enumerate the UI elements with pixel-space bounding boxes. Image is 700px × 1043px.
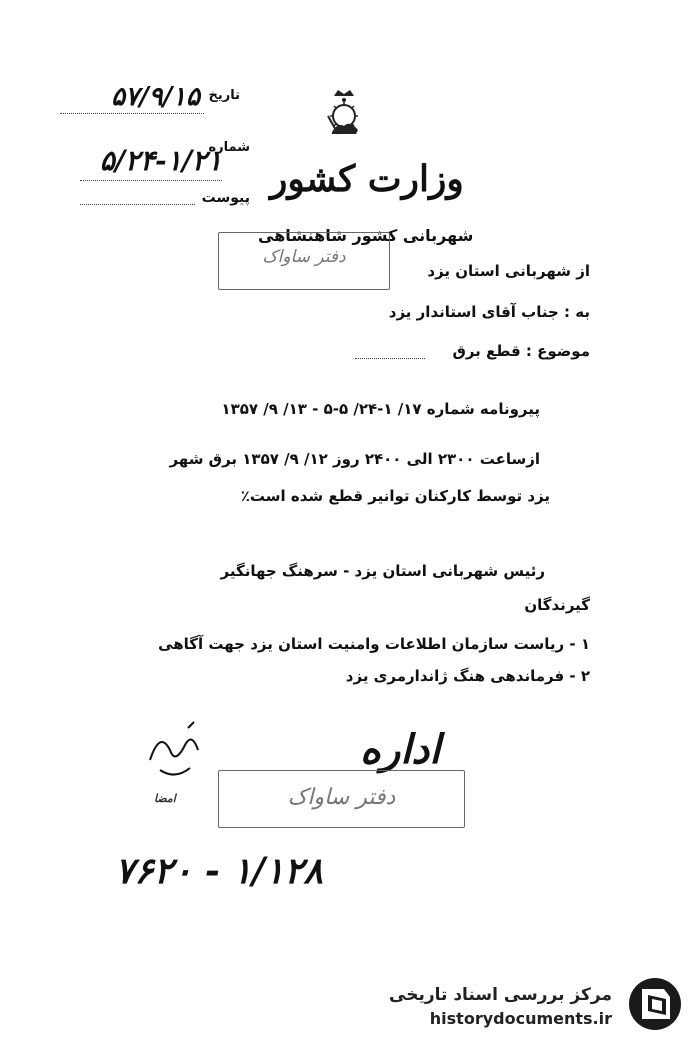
number-label: شماره xyxy=(208,140,250,155)
signature-scribble-icon xyxy=(140,720,210,790)
body-line-1: ازساعت ۲۳۰۰ الی ۲۴۰۰ روز ۱۲/ ۹/ ۱۳۵۷ برق شهر xyxy=(169,450,540,468)
footer-center-name: مرکز بررسی اسناد تاریخی xyxy=(389,985,612,1005)
reference-line: پیرونامه شماره ۱۷/ ۱-۲۴/ ۵-۵ - ۱۳/ ۹/ ۱۳۵۷ xyxy=(221,400,540,418)
top-stamp xyxy=(218,232,390,290)
body-line-2: یزد توسط کارکنان توانیر قطع شده است٪ xyxy=(240,487,550,505)
emblem xyxy=(318,86,370,138)
recipient-1: ۱ - ریاست سازمان اطلاعات وامنیت استان یزد جهت آگاهی xyxy=(158,635,590,653)
date-value: ۵۷/۹/۱۵ xyxy=(111,82,200,112)
handwritten-signature xyxy=(140,720,210,805)
date-block xyxy=(60,82,240,120)
top-stamp-text: دفتر ساواک xyxy=(262,247,346,267)
attachment-label: پیوست xyxy=(201,190,250,206)
attachment-block xyxy=(80,190,250,214)
number-value: ۵/۲۴-۱/۲۱ xyxy=(99,144,222,177)
from-line: از شهربانی استان یزد xyxy=(427,262,590,280)
bottom-stamp-text: دفتر ساواک xyxy=(287,785,396,810)
subject-line: موضوع : قطع برق xyxy=(452,342,590,360)
bottom-stamp xyxy=(218,770,465,828)
ministry-title: وزارت کشور xyxy=(270,158,464,200)
recipient-2: ۲ - فرماندهی هنگ ژاندارمری یزد xyxy=(345,667,590,685)
date-label: تاریخ xyxy=(208,88,240,103)
signature-line: رئیس شهربانی استان یزد - سرهنگ جهانگیر xyxy=(220,562,545,580)
bottom-handwritten-number: ۷۶۲۰ - ۱/۱۲۸ xyxy=(115,850,323,892)
handwritten-note: اداره xyxy=(360,726,441,773)
office-title: شهربانی کشور شاهنشاهی xyxy=(258,226,474,245)
footer-website: historydocuments.ir xyxy=(429,1009,612,1028)
document-archive-logo-icon xyxy=(626,975,684,1033)
footer-watermark xyxy=(390,975,690,1035)
lion-and-sun-emblem-icon xyxy=(318,86,370,138)
to-line: به : جناب آقای استاندار یزد xyxy=(388,303,590,321)
number-block xyxy=(60,140,250,188)
recipients-heading: گیرندگان xyxy=(524,596,590,614)
signature-text: امضا xyxy=(154,792,176,805)
